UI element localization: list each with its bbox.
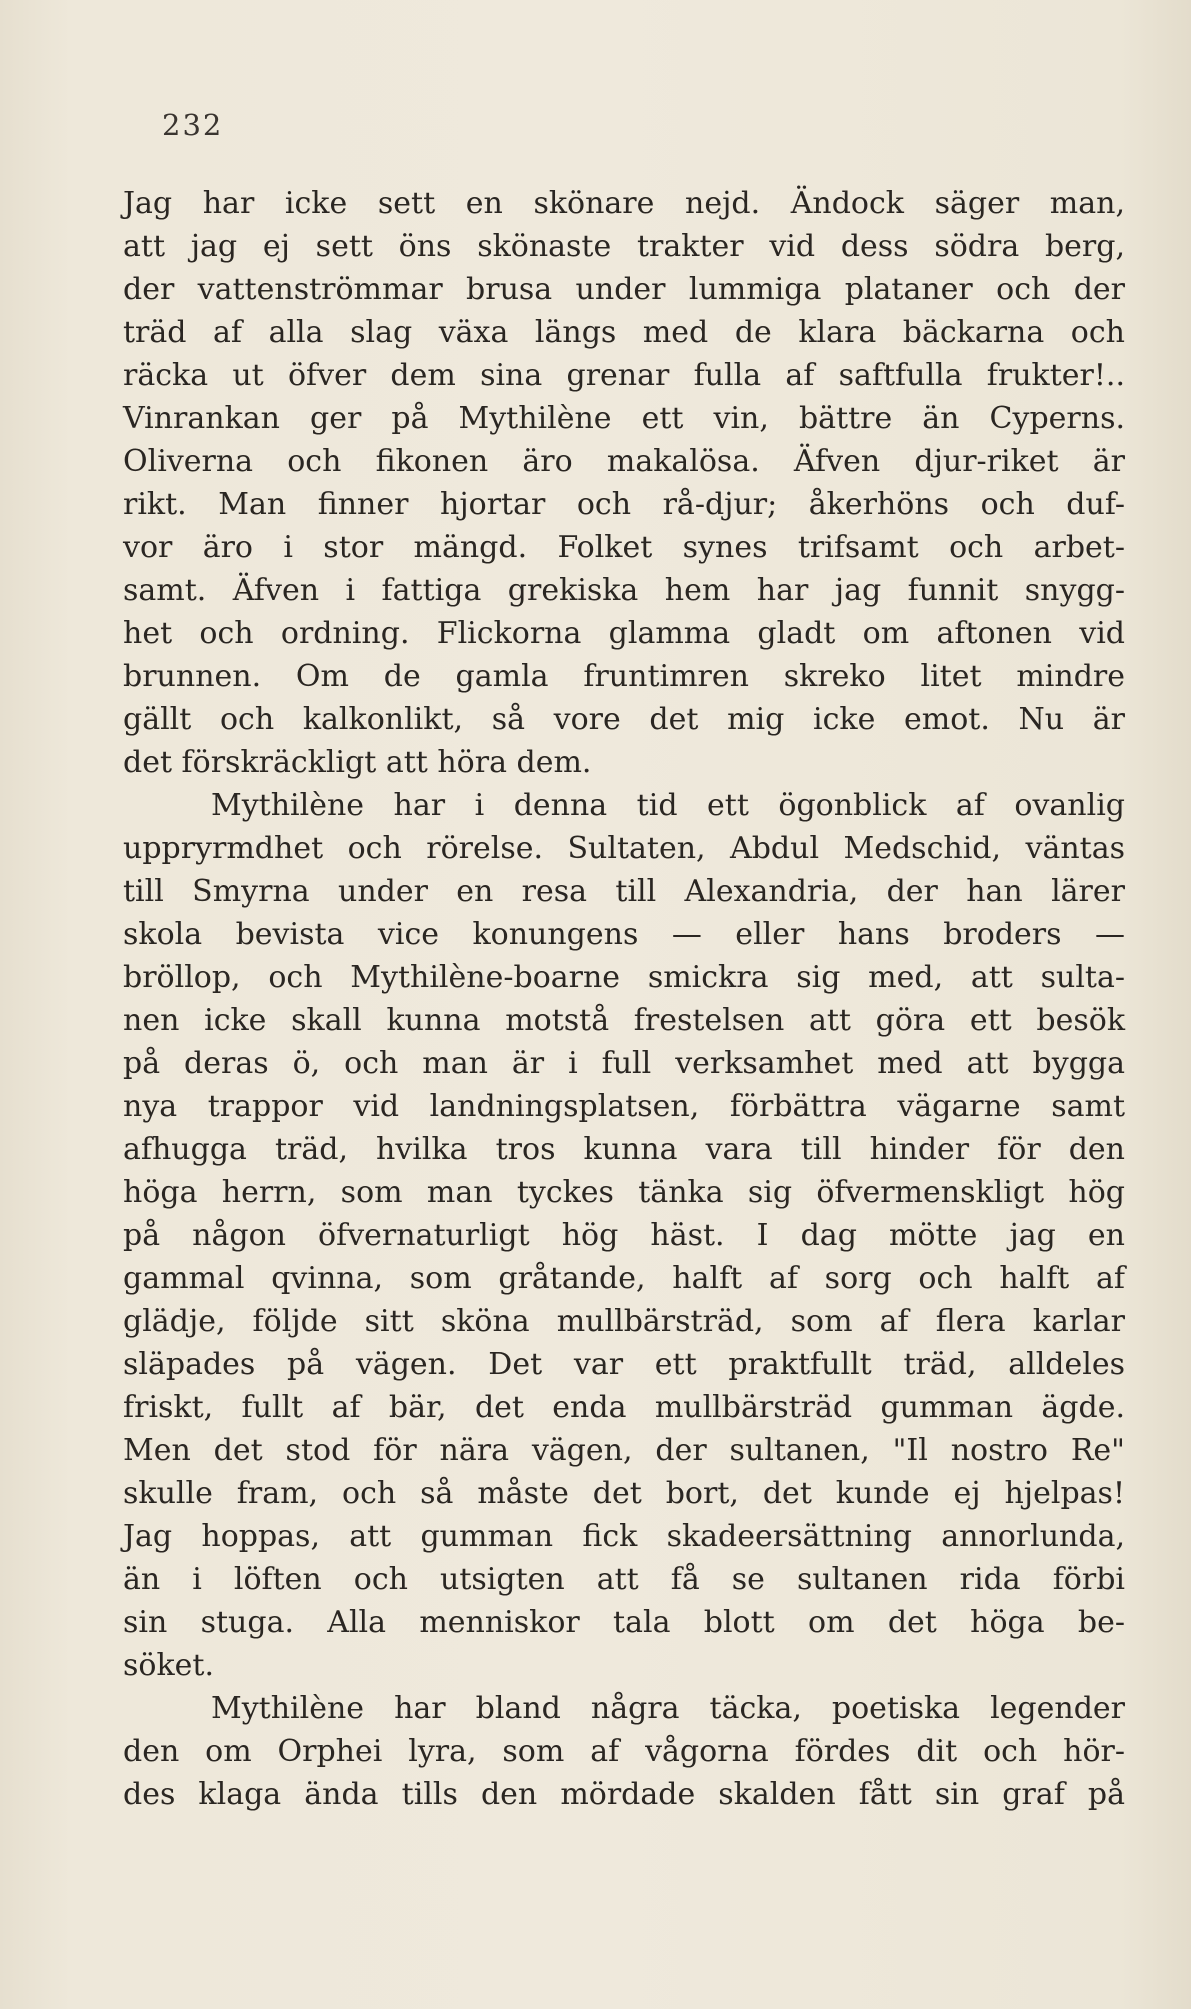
text-line: söket. [123, 1648, 214, 1683]
text-line: räcka ut öfver dem sina grenar fulla af saftfulla frukter!.. [123, 358, 1125, 393]
text-line: der vattenströmmar brusa under lummiga plataner och der [123, 272, 1125, 307]
text-line: det förskräckligt att höra dem. [123, 745, 592, 780]
text-line: höga herrn, som man tyckes tänka sig öfvermenskligt hög [123, 1175, 1125, 1210]
text-line: den om Orphei lyra, som af vågorna fördes dit och hör- [123, 1734, 1125, 1769]
text-line: vor äro i stor mängd. Folket synes trifsamt och arbet- [123, 530, 1125, 565]
text-line: friskt, fullt af bär, det enda mullbärsträd gumman ägde. [123, 1390, 1125, 1425]
text-line: nen icke skall kunna motstå frestelsen att göra ett besök [123, 1003, 1125, 1038]
text-line: till Smyrna under en resa till Alexandria, der han lärer [123, 874, 1125, 909]
text-line: än i löften och utsigten att få se sultanen rida förbi [123, 1562, 1125, 1597]
text-line: sin stuga. Alla menniskor tala blott om det höga be- [123, 1605, 1125, 1640]
text-line: Jag hoppas, att gumman fick skadeersättning annorlunda, [123, 1519, 1125, 1554]
text-line: skola bevista vice konungens — eller hans broders — [123, 917, 1125, 952]
text-line: glädje, följde sitt sköna mullbärsträd, som af flera karlar [123, 1304, 1125, 1339]
text-line: gällt och kalkonlikt, så vore det mig icke emot. Nu är [123, 702, 1125, 737]
text-line: att jag ej sett öns skönaste trakter vid dess södra berg, [123, 229, 1125, 264]
text-line: Vinrankan ger på Mythilène ett vin, bättre än Cyperns. [123, 401, 1125, 436]
text-line: rikt. Man finner hjortar och rå-djur; åkerhöns och duf- [123, 487, 1125, 522]
text-line: Jag har icke sett en skönare nejd. Ändock säger man, [123, 186, 1125, 221]
page-number: 232 [162, 108, 224, 142]
text-line: Men det stod för nära vägen, der sultanen, "Il nostro Re" [123, 1433, 1125, 1468]
text-line: afhugga träd, hvilka tros kunna vara till hinder för den [123, 1132, 1125, 1167]
text-line: uppryrmdhet och rörelse. Sultaten, Abdul Medschid, väntas [123, 831, 1125, 866]
text-line: brunnen. Om de gamla fruntimren skreko litet mindre [123, 659, 1125, 694]
text-line: gammal qvinna, som gråtande, halft af sorg och halft af [123, 1261, 1125, 1296]
text-line: Mythilène har i denna tid ett ögonblick af ovanlig [211, 788, 1125, 823]
text-line: het och ordning. Flickorna glamma gladt om aftonen vid [123, 616, 1125, 651]
text-line: bröllop, och Mythilène-boarne smickra sig med, att sulta- [123, 960, 1125, 995]
text-line: Oliverna och fikonen äro makalösa. Äfven djur-riket är [123, 444, 1125, 479]
text-line: nya trappor vid landningsplatsen, förbättra vägarne samt [123, 1089, 1125, 1124]
text-line: på någon öfvernaturligt hög häst. I dag mötte jag en [123, 1218, 1125, 1253]
text-line: des klaga ända tills den mördade skalden fått sin graf på [123, 1777, 1125, 1812]
text-line: släpades på vägen. Det var ett praktfullt träd, alldeles [123, 1347, 1125, 1382]
text-line: träd af alla slag växa längs med de klara bäckarna och [123, 315, 1125, 350]
text-line: samt. Äfven i fattiga grekiska hem har jag funnit snygg- [123, 573, 1125, 608]
text-line: skulle fram, och så måste det bort, det kunde ej hjelpas! [123, 1476, 1125, 1511]
body-text [123, 182, 1125, 1816]
text-line: Mythilène har bland några täcka, poetiska legender [211, 1691, 1125, 1726]
text-line: på deras ö, och man är i full verksamhet med att bygga [123, 1046, 1125, 1081]
